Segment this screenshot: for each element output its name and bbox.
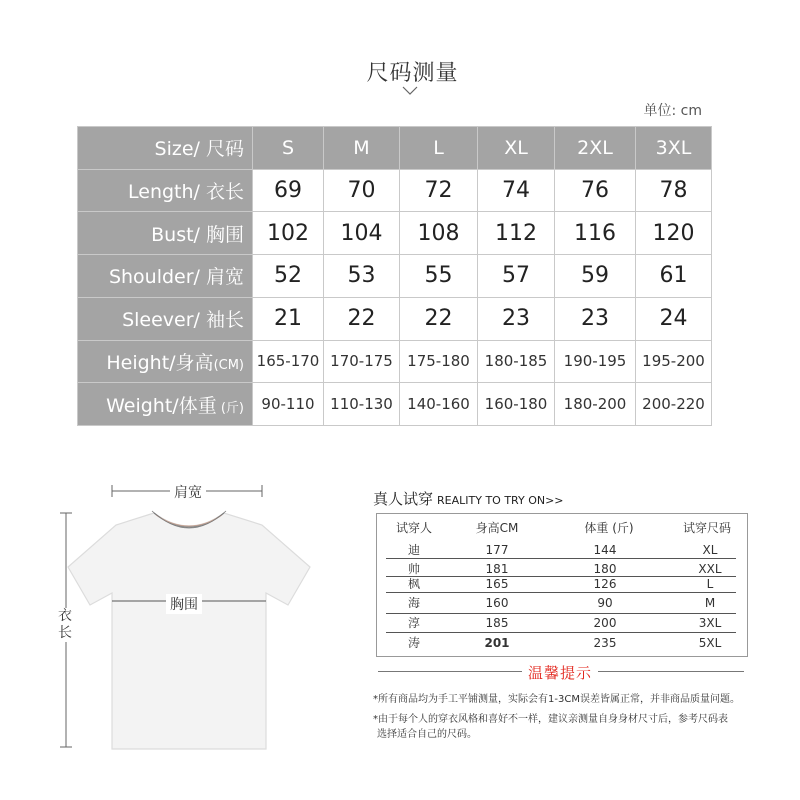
table-cell: 108 bbox=[400, 212, 478, 255]
tryon-cell: 185 bbox=[485, 616, 509, 630]
row-label bbox=[78, 212, 253, 255]
tryon-cell: XL bbox=[702, 543, 718, 557]
tryon-cell: 165 bbox=[485, 577, 509, 591]
tryon-cell: 5XL bbox=[698, 636, 722, 650]
tips-note: *所有商品均为手工平铺测量，实际会有1-3CM误差皆属正常，并非商品质量问题。 bbox=[373, 694, 740, 705]
row-label-text: Height/身高 bbox=[106, 351, 214, 374]
unit-label: 单位: cm bbox=[643, 103, 702, 119]
table-cell: 59 bbox=[555, 255, 636, 298]
table-cell: 57 bbox=[478, 255, 555, 298]
tryon-cell: 涛 bbox=[407, 636, 420, 650]
shoulder-row bbox=[78, 255, 712, 298]
table-cell: 23 bbox=[555, 297, 636, 340]
shoulder-label: 肩宽 bbox=[170, 482, 206, 502]
tryon-cell: 126 bbox=[593, 577, 617, 591]
tryon-cell: 枫 bbox=[407, 577, 420, 591]
table-cell: 175-180 bbox=[400, 340, 478, 383]
tryon-cell: 144 bbox=[593, 543, 617, 557]
tryon-row-divider bbox=[386, 592, 736, 593]
table-cell: 90-110 bbox=[253, 383, 324, 426]
table-cell: 120 bbox=[636, 212, 712, 255]
height-row bbox=[78, 340, 712, 383]
tryon-cell: 177 bbox=[485, 543, 509, 557]
tryon-cell: 160 bbox=[485, 596, 509, 610]
row-label-text: Bust/ 胸围 bbox=[151, 223, 244, 246]
sleeve-row bbox=[78, 297, 712, 340]
table-cell: 195-200 bbox=[636, 340, 712, 383]
tips-note: *由于每个人的穿衣风格和喜好不一样，建议亲测量自身身材尺寸后，参考尺码表 bbox=[373, 714, 728, 725]
table-cell: 69 bbox=[253, 169, 324, 212]
tryon-cell: 180 bbox=[593, 562, 617, 576]
tryon-subtitle: REALITY TO TRY ON>> bbox=[437, 494, 564, 507]
table-cell: 21 bbox=[253, 297, 324, 340]
tips-note: 选择适合自己的尺码。 bbox=[377, 729, 477, 740]
table-cell: 22 bbox=[324, 297, 400, 340]
tryon-cell: 235 bbox=[593, 636, 617, 650]
size-header-row bbox=[78, 127, 712, 170]
size-header-cell: XL bbox=[478, 127, 555, 170]
size-header-cell: M bbox=[324, 127, 400, 170]
length-row bbox=[78, 169, 712, 212]
tryon-row-divider bbox=[386, 613, 736, 614]
tryon-cell: 90 bbox=[597, 596, 613, 610]
tryon-header-name: 试穿人 bbox=[395, 521, 432, 535]
chevron-down-icon bbox=[402, 86, 418, 96]
tryon-cell: 帅 bbox=[407, 562, 420, 576]
page-title: 尺码测量 bbox=[366, 61, 459, 86]
tryon-row-divider bbox=[386, 558, 736, 559]
tryon-cell: L bbox=[706, 577, 714, 591]
table-cell: 24 bbox=[636, 297, 712, 340]
row-label-unit: (CM) bbox=[213, 357, 244, 373]
table-cell: 112 bbox=[478, 212, 555, 255]
table-cell: 55 bbox=[400, 255, 478, 298]
row-label-text: Length/ 衣长 bbox=[128, 181, 244, 204]
table-cell: 61 bbox=[636, 255, 712, 298]
table-cell: 102 bbox=[253, 212, 324, 255]
tryon-cell: 200 bbox=[593, 616, 617, 630]
tryon-row-divider bbox=[386, 576, 736, 577]
tryon-header-height: 身高CM bbox=[475, 521, 519, 535]
row-label bbox=[78, 297, 253, 340]
row-label-text: Sleever/ 袖长 bbox=[122, 309, 244, 332]
table-cell: 52 bbox=[253, 255, 324, 298]
tips-title: 温馨提示 bbox=[522, 662, 598, 683]
table-cell: 70 bbox=[324, 169, 400, 212]
tryon-cell: M bbox=[704, 596, 716, 610]
table-cell: 140-160 bbox=[400, 383, 478, 426]
length-label: 衣长 bbox=[58, 608, 72, 641]
tryon-title bbox=[373, 488, 564, 509]
table-cell: 110-130 bbox=[324, 383, 400, 426]
row-label bbox=[78, 255, 253, 298]
tryon-row-divider bbox=[386, 632, 736, 633]
row-label bbox=[78, 340, 253, 383]
table-cell: 78 bbox=[636, 169, 712, 212]
weight-row bbox=[78, 383, 712, 426]
bust-row bbox=[78, 212, 712, 255]
bust-label: 胸围 bbox=[166, 594, 202, 614]
table-cell: 180-200 bbox=[555, 383, 636, 426]
tshirt-diagram bbox=[56, 505, 316, 755]
size-table bbox=[77, 126, 712, 426]
row-label-text: Weight/体重 bbox=[106, 394, 217, 417]
table-cell: 165-170 bbox=[253, 340, 324, 383]
row-label-text: Shoulder/ 肩宽 bbox=[108, 266, 244, 289]
table-cell: 74 bbox=[478, 169, 555, 212]
tryon-header-size: 试穿尺码 bbox=[682, 521, 731, 535]
tryon-cell: 海 bbox=[407, 596, 420, 610]
tryon-cell: 201 bbox=[484, 636, 510, 650]
size-header-cell: 3XL bbox=[636, 127, 712, 170]
tryon-cell: 3XL bbox=[698, 616, 722, 630]
size-header-cell: 2XL bbox=[555, 127, 636, 170]
table-cell: 200-220 bbox=[636, 383, 712, 426]
table-cell: 116 bbox=[555, 212, 636, 255]
row-label bbox=[78, 383, 253, 426]
tryon-cell: 181 bbox=[485, 562, 509, 576]
table-cell: 170-175 bbox=[324, 340, 400, 383]
tryon-title-text: 真人试穿 bbox=[373, 490, 434, 508]
tshirt-icon bbox=[68, 513, 310, 749]
size-header-cell: S bbox=[253, 127, 324, 170]
table-cell: 76 bbox=[555, 169, 636, 212]
table-cell: 72 bbox=[400, 169, 478, 212]
table-cell: 23 bbox=[478, 297, 555, 340]
row-label bbox=[78, 169, 253, 212]
table-cell: 22 bbox=[400, 297, 478, 340]
size-header-cell: L bbox=[400, 127, 478, 170]
table-cell: 53 bbox=[324, 255, 400, 298]
tryon-cell: XXL bbox=[698, 562, 722, 576]
tryon-cell: 淳 bbox=[407, 616, 420, 630]
table-cell: 190-195 bbox=[555, 340, 636, 383]
tryon-header-weight: 体重 (斤) bbox=[584, 521, 634, 535]
table-cell: 160-180 bbox=[478, 383, 555, 426]
row-label-unit: (斤) bbox=[216, 400, 244, 416]
table-cell: 104 bbox=[324, 212, 400, 255]
tryon-cell: 迪 bbox=[407, 543, 420, 557]
table-cell: 180-185 bbox=[478, 340, 555, 383]
size-header-label: Size/ 尺码 bbox=[78, 127, 253, 170]
